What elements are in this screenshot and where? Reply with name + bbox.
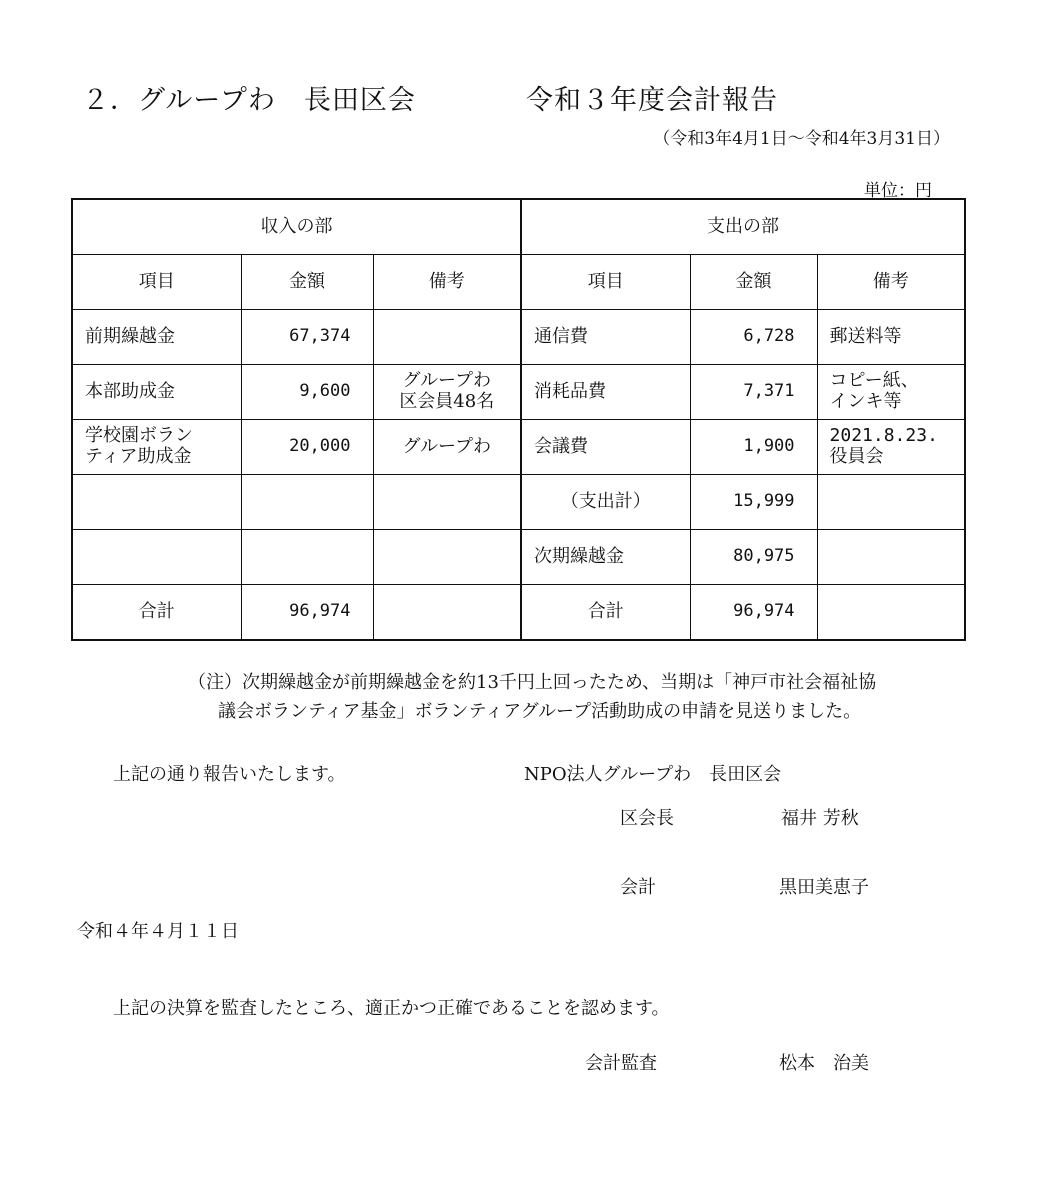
expense-amount: 6,728 — [690, 310, 817, 365]
income-total-label: 合計 — [72, 585, 241, 641]
report-title: ２．グループわ 長田区会 — [82, 85, 416, 116]
expense-amount: 80,975 — [690, 530, 817, 585]
income-amount-header: 金額 — [241, 255, 373, 310]
income-item — [72, 530, 241, 585]
table-row — [72, 530, 965, 585]
expense-amount: 1,900 — [690, 420, 817, 475]
income-amount: 20,000 — [241, 420, 373, 475]
expense-item: 通信費 — [521, 310, 690, 365]
income-amount: 67,374 — [241, 310, 373, 365]
income-note — [373, 530, 521, 585]
table-row — [72, 420, 965, 475]
table-row — [72, 365, 965, 420]
chair-name: 福井 芳秋 — [781, 808, 859, 829]
expense-item: 消耗品費 — [521, 365, 690, 420]
expense-total-amount: 96,974 — [690, 585, 817, 641]
table-row — [72, 475, 965, 530]
income-note: グループわ — [373, 420, 521, 475]
expense-subtotal-amount: 15,999 — [690, 475, 817, 530]
total-row — [72, 585, 965, 641]
income-total-note — [373, 585, 521, 641]
currency-unit: 単位：円 — [864, 181, 932, 201]
income-amount: 9,600 — [241, 365, 373, 420]
expense-amount-header: 金額 — [690, 255, 817, 310]
expense-total-note — [817, 585, 965, 641]
income-item: 学校園ボラン ティア助成金 — [72, 420, 241, 475]
expense-remarks-header: 備考 — [817, 255, 965, 310]
income-item — [72, 475, 241, 530]
report-subtitle: 令和３年度会計報告 — [526, 85, 778, 116]
expense-section-header: 支出の部 — [521, 199, 965, 255]
expense-note: 郵送料等 — [817, 310, 965, 365]
section-header-row — [72, 199, 965, 255]
report-statement: 上記の通り報告いたします。 — [113, 764, 346, 785]
income-remarks-header: 備考 — [373, 255, 521, 310]
accountant-name: 黒田美恵子 — [779, 877, 869, 898]
expense-subtotal-label: （支出計） — [521, 475, 690, 530]
income-total-amount: 96,974 — [241, 585, 373, 641]
income-amount — [241, 475, 373, 530]
expense-note: コピー紙、 インキ等 — [817, 365, 965, 420]
organization-name: NPO法人グループわ 長田区会 — [524, 764, 782, 785]
income-item: 本部助成金 — [72, 365, 241, 420]
income-item-header: 項目 — [72, 255, 241, 310]
table-row — [72, 310, 965, 365]
expense-note — [817, 475, 965, 530]
chair-role: 区会長 — [620, 808, 674, 829]
auditor-role: 会計監査 — [585, 1053, 657, 1074]
accounting-table — [71, 198, 966, 641]
footnote-line-2: 議会ボランティア基金」ボランティアグループ活動助成の申請を見送りました。 — [218, 701, 862, 722]
accountant-role: 会計 — [620, 877, 656, 898]
income-section-header: 収入の部 — [72, 199, 521, 255]
audit-statement: 上記の決算を監査したところ、適正かつ正確であることを認めます。 — [113, 998, 670, 1019]
report-date: 令和４年４月１１日 — [77, 921, 239, 942]
expense-item: 次期繰越金 — [521, 530, 690, 585]
expense-item-header: 項目 — [521, 255, 690, 310]
income-item: 前期繰越金 — [72, 310, 241, 365]
expense-item: 会議費 — [521, 420, 690, 475]
footnote — [188, 668, 876, 726]
column-header-row — [72, 255, 965, 310]
fiscal-period: （令和3年4月1日～令和4年3月31日） — [653, 129, 950, 149]
expense-amount: 7,371 — [690, 365, 817, 420]
expense-note — [817, 530, 965, 585]
expense-total-label: 合計 — [521, 585, 690, 641]
income-amount — [241, 530, 373, 585]
expense-note: 2021.8.23. 役員会 — [817, 420, 965, 475]
income-note — [373, 475, 521, 530]
footnote-line-1: （注）次期繰越金が前期繰越金を約13千円上回ったため、当期は「神戸市社会福祉協 — [188, 672, 877, 693]
income-note: グループわ 区会員48名 — [373, 365, 521, 420]
auditor-name: 松本 治美 — [779, 1053, 869, 1074]
income-note — [373, 310, 521, 365]
